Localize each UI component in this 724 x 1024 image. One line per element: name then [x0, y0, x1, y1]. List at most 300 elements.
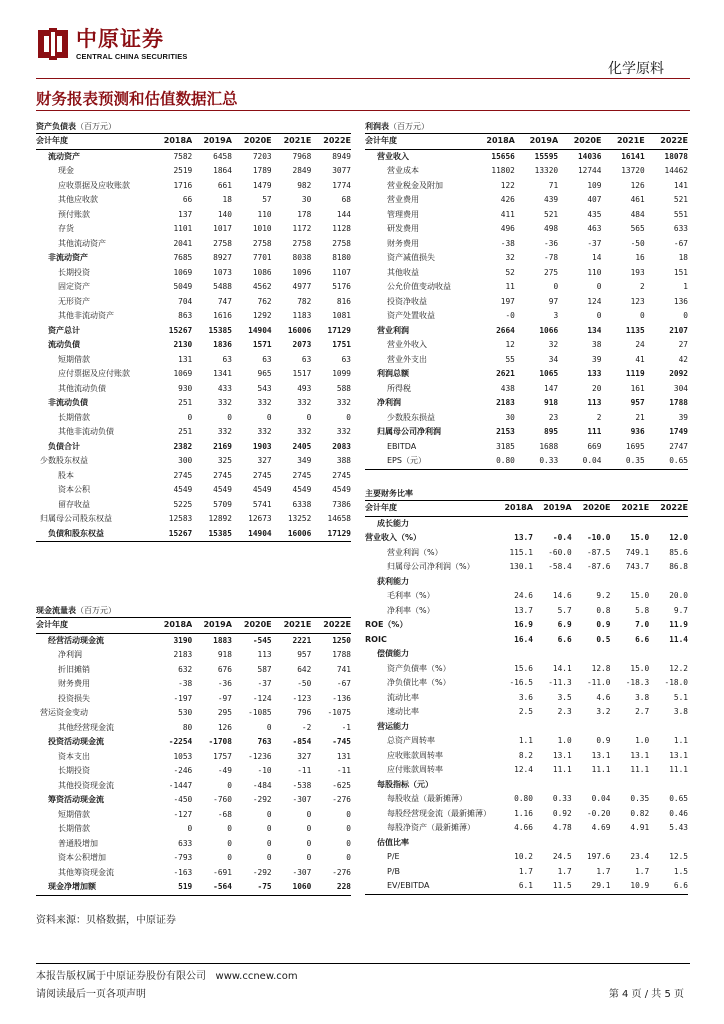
cell-value: 4.6 — [596, 692, 611, 702]
cell-value: -11.0 — [586, 678, 611, 687]
cell-value: -246 — [173, 766, 193, 775]
row-label: 预付账款 — [58, 209, 90, 219]
cell-value: 41 — [635, 354, 645, 364]
cell-value: -75 — [232, 880, 272, 895]
cell-value: 11.9 — [669, 620, 688, 629]
cell-value: 1069 — [173, 369, 193, 378]
column-header-year: 2020E — [572, 501, 611, 516]
table-row — [36, 454, 351, 469]
cell-value: 498 — [544, 224, 559, 233]
row-label: 无形资产 — [58, 296, 90, 306]
cell-value: 126 — [217, 722, 232, 732]
row-label: 每股收益（最新摊薄） — [387, 794, 467, 803]
cell-value: 0 — [640, 311, 645, 320]
cell-value: 1107 — [332, 267, 351, 277]
table-row — [36, 880, 351, 895]
cell-value: 2153 — [496, 427, 515, 436]
cell-value: 918 — [217, 650, 232, 659]
cell-value: 6.6 — [649, 879, 688, 894]
cell-value: 332 — [217, 427, 232, 436]
cell-value — [610, 575, 649, 590]
table-row — [365, 763, 688, 778]
table-row — [36, 851, 351, 866]
cell-value: 0 — [227, 780, 232, 790]
cell-value: -11 — [336, 766, 351, 775]
cell-value: 5488 — [213, 282, 232, 291]
cell-value: 5049 — [173, 282, 193, 291]
row-label: 营业税金及附加 — [387, 180, 443, 190]
table-row — [36, 764, 351, 779]
cell-value: 1749 — [669, 427, 688, 436]
cell-value: 2758 — [332, 238, 351, 248]
cell-value: 12583 — [168, 514, 193, 523]
cell-value: 0 — [266, 722, 272, 732]
cell-value: 85.6 — [669, 547, 688, 557]
cell-value: 1517 — [292, 369, 312, 378]
table-row — [36, 280, 351, 295]
cell-value: 0 — [596, 311, 602, 320]
row-label: 固定资产 — [58, 282, 90, 291]
cell-value: 12.8 — [591, 663, 611, 673]
cell-value — [533, 647, 572, 662]
cell-value: 197 — [500, 296, 515, 306]
cell-value: -564 — [192, 880, 232, 895]
table-row — [36, 512, 351, 527]
cell-value: -745 — [332, 737, 351, 746]
cell-value: 1.1 — [673, 736, 688, 745]
row-label: 投资净收益 — [387, 296, 427, 306]
cell-value: 0.65 — [669, 794, 688, 803]
cell-value: 0.80 — [472, 454, 515, 469]
cell-value: 2083 — [332, 441, 351, 451]
cell-value: 126 — [630, 180, 645, 190]
row-label: 净负债比率（%） — [387, 678, 451, 687]
column-header-year: 2020E — [232, 618, 272, 633]
cell-value: 1883 — [213, 635, 232, 645]
cell-value: 4977 — [292, 282, 312, 291]
cell-value: 14036 — [577, 151, 602, 161]
table-row — [36, 822, 351, 837]
cell-value: -0 — [505, 311, 515, 320]
cell-value: -307 — [292, 867, 312, 877]
row-label: 估值比率 — [377, 837, 409, 847]
cell-value: 14.6 — [552, 591, 572, 600]
row-label: 成长能力 — [377, 518, 409, 528]
cell-value: 2747 — [669, 441, 688, 451]
cell-value: 24.6 — [514, 591, 533, 600]
cell-value — [649, 647, 688, 662]
cell-value: 13.1 — [552, 750, 572, 760]
table-row — [36, 440, 351, 455]
cell-value: -854 — [292, 737, 312, 746]
cell-value: 1788 — [332, 650, 351, 659]
cell-value: 13.1 — [669, 750, 688, 760]
cell-value: -36 — [217, 679, 232, 688]
cell-value: 113 — [587, 398, 602, 407]
footer-website-link[interactable]: www.ccnew.com — [215, 971, 298, 982]
cell-value: 0 — [266, 809, 272, 819]
column-header-year: 2019A — [192, 134, 232, 149]
cell-value: -2 — [301, 722, 312, 732]
cell-value — [533, 575, 572, 590]
cell-value: 565 — [630, 224, 645, 233]
table-row — [365, 411, 688, 426]
cell-value: 2745 — [332, 470, 351, 480]
cell-value: 20 — [592, 383, 602, 393]
cell-value: 16006 — [287, 325, 312, 335]
cell-value: -127 — [173, 809, 193, 819]
cell-value: 6.9 — [557, 620, 572, 629]
cell-value: 1069 — [173, 267, 193, 277]
cell-value: 15385 — [192, 527, 232, 542]
cell-value: 2745 — [173, 470, 193, 480]
cell-value: -484 — [252, 780, 272, 790]
table-row — [36, 338, 351, 353]
cell-value: 1716 — [173, 180, 193, 190]
row-label: 每股净资产（最新摊薄） — [387, 823, 475, 832]
cell-value: 11.5 — [533, 879, 572, 894]
cell-value: 435 — [587, 209, 602, 219]
table-row — [36, 483, 351, 498]
cell-value: 2405 — [292, 441, 312, 451]
table-row — [365, 222, 688, 237]
cell-value: 63 — [341, 354, 351, 364]
page-title: 财务报表预测和估值数据汇总 — [36, 90, 238, 108]
row-label: ROIC — [365, 634, 387, 644]
cell-value: 122 — [500, 180, 515, 190]
row-label: 净利润 — [377, 398, 401, 407]
balance-sheet-unit: （百万元） — [76, 122, 116, 131]
cell-value: 930 — [178, 383, 193, 393]
cell-value — [572, 720, 611, 735]
row-label: 归属母公司净利润 — [377, 427, 441, 436]
row-label: 每股指标（元） — [377, 779, 433, 789]
cell-value: -67 — [336, 679, 351, 688]
row-label: 速动比率 — [387, 707, 419, 716]
table-row — [365, 633, 688, 648]
income-statement-caption — [365, 120, 688, 134]
cell-value: 438 — [500, 383, 515, 393]
cell-value: 1789 — [252, 166, 272, 175]
table-row — [36, 411, 351, 426]
table-row — [36, 309, 351, 324]
cell-value: 2 — [640, 282, 645, 291]
cell-value: 463 — [587, 224, 602, 233]
cell-value: 39 — [592, 354, 602, 364]
cell-value: 68 — [341, 195, 351, 204]
data-source-note: 资料来源：贝格数据，中原证券 — [36, 915, 176, 926]
cell-value: 895 — [544, 427, 559, 436]
cell-value: 0 — [346, 824, 351, 833]
cell-value: 957 — [297, 650, 312, 659]
table-row — [36, 237, 351, 252]
cell-value: 1751 — [332, 340, 351, 349]
cell-value: 17129 — [327, 325, 351, 335]
row-label: 营业利润（%） — [387, 547, 443, 557]
cell-value — [649, 778, 688, 793]
column-header-year: 2018A — [153, 618, 193, 633]
row-label: 营业费用 — [387, 195, 419, 204]
table-row — [365, 440, 688, 455]
row-label: 营运资金变动 — [40, 708, 88, 717]
cell-value: -67 — [673, 238, 688, 248]
cell-value: -0.20 — [586, 808, 611, 818]
cashflow-header-row — [36, 618, 351, 633]
cell-value: 2183 — [173, 650, 193, 659]
cell-value: 1250 — [332, 635, 351, 645]
cell-value: -68 — [217, 809, 232, 819]
table-row — [36, 382, 351, 397]
row-label: 存货 — [58, 224, 74, 233]
table-row — [365, 821, 688, 836]
table-row — [365, 792, 688, 807]
cell-value — [649, 575, 688, 590]
cell-value: -38 — [178, 679, 193, 688]
cell-value: 3.8 — [673, 707, 688, 716]
cell-value: 0.92 — [552, 808, 572, 818]
row-label: 筹资活动现金流 — [48, 795, 104, 804]
cell-value: 42 — [678, 354, 688, 364]
cell-value: 704 — [178, 296, 193, 306]
row-label: 投资损失 — [58, 693, 90, 703]
cell-value: 0 — [306, 824, 312, 833]
cell-value: 30 — [505, 412, 515, 422]
column-header-year: 2021E — [272, 134, 312, 149]
cell-value — [572, 778, 611, 793]
row-label: 应收票据及应收账款 — [58, 180, 130, 190]
cell-value: 15.0 — [630, 663, 650, 673]
cell-value: -36 — [544, 238, 559, 248]
cell-value: 327 — [297, 751, 312, 761]
column-header-year: 2019A — [515, 134, 558, 149]
table-row — [365, 280, 688, 295]
cash-flow-title: 现金流量表 — [36, 606, 76, 615]
row-label: ROE（%） — [365, 620, 408, 629]
cell-value: 1 — [683, 282, 688, 291]
cell-value: 16006 — [272, 527, 312, 542]
income-statement-table — [365, 120, 688, 470]
cell-value: 332 — [336, 398, 351, 407]
cell-value: -136 — [332, 693, 351, 703]
cell-value: 796 — [297, 708, 312, 717]
table-row — [365, 589, 688, 604]
row-label: 流动比率 — [387, 692, 419, 702]
cell-value: 965 — [257, 369, 272, 378]
table-row — [36, 498, 351, 513]
cell-value: 1086 — [252, 267, 272, 277]
column-header-year: 2018A — [494, 501, 533, 516]
table-row — [36, 527, 351, 542]
cell-value: 124 — [587, 296, 602, 306]
cell-value: -50 — [630, 238, 645, 248]
cell-value: -78 — [544, 253, 559, 262]
financial-ratios-title: 主要财务比率 — [365, 489, 413, 498]
cell-value: 5.8 — [635, 605, 650, 615]
cell-value: 161 — [630, 383, 645, 393]
table-row — [36, 648, 351, 663]
row-label: 流动资产 — [48, 151, 80, 161]
row-label: 其他流动负债 — [58, 383, 106, 393]
cell-value: 1.7 — [557, 866, 572, 876]
table-row — [365, 237, 688, 252]
cell-value: 131 — [178, 354, 193, 364]
cell-value — [494, 647, 533, 662]
cell-value: 10.9 — [610, 879, 649, 894]
row-label: 其他非流动负债 — [58, 427, 114, 436]
cell-value: 11 — [505, 282, 515, 291]
row-label: 营业外支出 — [387, 354, 427, 364]
company-logo — [36, 26, 188, 62]
financial-ratios-caption — [365, 487, 688, 501]
row-label: 折旧摊销 — [58, 664, 90, 674]
cell-value: 2664 — [496, 325, 515, 335]
row-label: 资产负债率（%） — [387, 663, 451, 673]
cell-value: 439 — [544, 195, 559, 204]
table-row — [365, 367, 688, 382]
cell-value: 71 — [548, 180, 559, 190]
table-row — [36, 633, 351, 648]
cell-value: 0.04 — [591, 794, 611, 803]
balance-sheet-title: 资产负债表 — [36, 122, 76, 131]
cell-value: -60.0 — [548, 547, 572, 557]
cell-value: 0.33 — [552, 794, 572, 803]
balance-sheet-caption — [36, 120, 351, 134]
cell-value — [572, 516, 611, 531]
cell-value: 4549 — [252, 485, 272, 494]
cell-value: 16.4 — [514, 634, 533, 644]
cell-value: 1.16 — [514, 808, 533, 818]
cell-value: 0 — [596, 282, 602, 291]
cell-value: -197 — [173, 693, 193, 703]
cell-value: -760 — [213, 795, 232, 804]
table-row — [36, 324, 351, 339]
cell-value: 782 — [297, 296, 312, 306]
cell-value: 12673 — [248, 514, 272, 523]
cell-value: 5.43 — [669, 823, 688, 832]
cell-value: 332 — [217, 398, 232, 407]
cell-value: 11.4 — [669, 634, 688, 644]
row-label: 短期借款 — [58, 809, 90, 819]
cell-value: 11.1 — [591, 765, 611, 774]
cell-value: 2.7 — [635, 707, 650, 716]
cell-value: 7.0 — [635, 620, 650, 629]
row-label: 财务费用 — [387, 238, 419, 248]
cell-value: 407 — [587, 195, 602, 204]
cell-value: 2169 — [213, 441, 232, 451]
cell-value: 14.1 — [552, 663, 572, 673]
cell-value: 9.2 — [596, 591, 611, 600]
column-header-year: 2018A — [472, 134, 515, 149]
cell-value: 2041 — [173, 238, 193, 248]
row-label: EBITDA — [387, 441, 417, 451]
column-header-label: 会计年度 — [365, 134, 472, 149]
cell-value: -11.3 — [548, 678, 572, 687]
cell-value: 633 — [673, 224, 688, 233]
footer-disclaimer: 请阅读最后一页各项声明 — [36, 989, 146, 1000]
cell-value: 17129 — [311, 527, 351, 542]
cell-value: 136 — [673, 296, 688, 306]
cell-value: 63 — [301, 354, 312, 364]
row-label: 资本公积 — [58, 485, 90, 494]
cell-value: 1.7 — [518, 866, 533, 876]
cell-value — [572, 575, 611, 590]
cell-value: 14904 — [232, 527, 272, 542]
cell-value: 4549 — [292, 485, 312, 494]
row-label: 资本公积增加 — [58, 853, 106, 862]
cell-value: 12892 — [208, 514, 232, 523]
cell-value: -1447 — [168, 780, 193, 790]
cell-value: 8038 — [292, 253, 312, 262]
cell-value: 2758 — [252, 238, 272, 248]
row-label: 营业利润 — [377, 325, 409, 335]
cell-value — [610, 836, 649, 851]
cell-value: 0.65 — [645, 454, 688, 469]
table-row — [365, 266, 688, 281]
row-label: 净利率（%） — [387, 605, 435, 615]
cell-value: 1903 — [252, 441, 272, 451]
table-row — [36, 837, 351, 852]
column-header-label: 会计年度 — [36, 618, 153, 633]
cell-value: 144 — [336, 209, 351, 219]
cell-value: -276 — [332, 795, 351, 804]
row-label: 其他非流动资产 — [58, 311, 114, 320]
cell-value: 16.9 — [514, 620, 533, 629]
row-label: 营运能力 — [377, 721, 409, 731]
cell-value: 14658 — [327, 514, 351, 523]
cell-value: 1864 — [213, 166, 232, 175]
column-header-year: 2021E — [610, 501, 649, 516]
cell-value: 982 — [297, 180, 312, 190]
cell-value: 2758 — [292, 238, 312, 248]
table-row — [365, 425, 688, 440]
cell-value: 13720 — [621, 166, 645, 175]
table-row — [36, 149, 351, 164]
cell-value: 325 — [217, 456, 232, 465]
cell-value: 2073 — [292, 340, 312, 349]
row-label: 其他应收款 — [58, 195, 98, 204]
cell-value: 14904 — [248, 325, 272, 335]
cell-value: 588 — [336, 383, 351, 393]
footer-copyright: 本报告版权属于中原证券股份有限公司 — [36, 971, 206, 982]
table-row — [365, 454, 688, 469]
cell-value: 2.3 — [557, 707, 572, 716]
cell-value: 1010 — [252, 224, 272, 233]
table-row — [365, 208, 688, 223]
table-row — [365, 734, 688, 749]
table-row — [36, 808, 351, 823]
table-row — [365, 836, 688, 851]
cell-value: 426 — [500, 195, 515, 204]
table-row — [365, 309, 688, 324]
cell-value: 15656 — [491, 151, 515, 161]
cell-value: 2849 — [292, 166, 312, 175]
cell-value: 0.82 — [630, 808, 650, 818]
table-row — [365, 662, 688, 677]
table-row — [365, 720, 688, 735]
cell-value: -276 — [332, 867, 351, 877]
cell-value: 1172 — [292, 224, 312, 233]
table-row — [36, 779, 351, 794]
row-label: 毛利率（%） — [387, 591, 435, 600]
cell-value: 1.0 — [635, 736, 650, 745]
cell-value: 0.80 — [514, 794, 533, 803]
cell-value: 0.33 — [515, 454, 558, 469]
cell-value: 530 — [178, 708, 193, 717]
table-row — [36, 721, 351, 736]
cell-value: 0 — [227, 838, 232, 848]
cell-value: 24.5 — [552, 852, 572, 861]
cell-value: 13320 — [534, 166, 559, 175]
